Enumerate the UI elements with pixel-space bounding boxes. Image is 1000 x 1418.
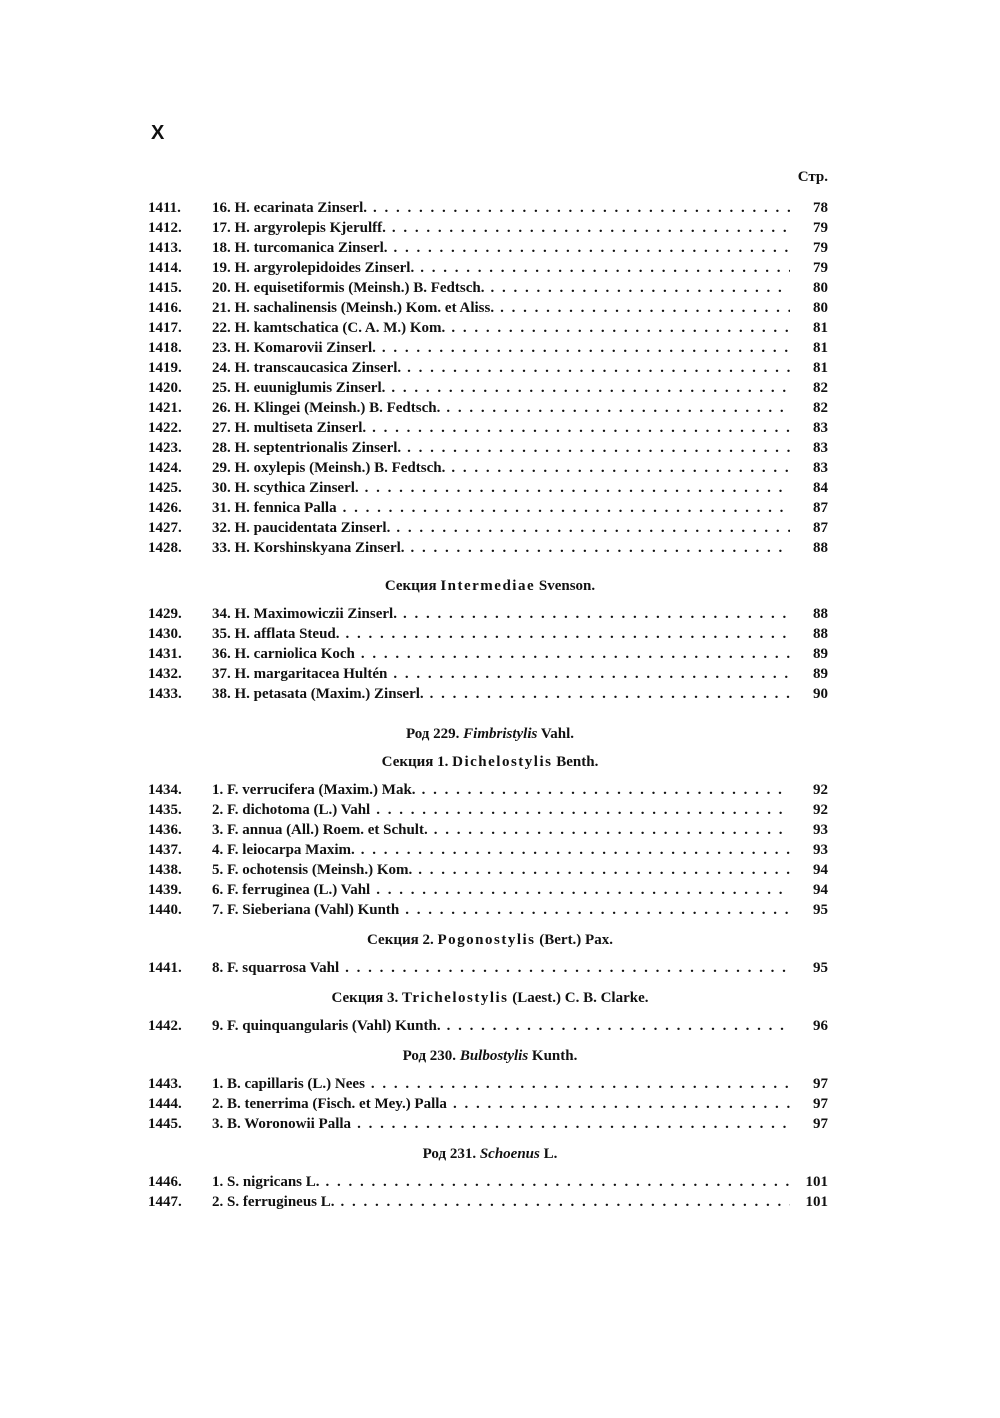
page-ref: 81: [813, 340, 828, 356]
toc-group: [140, 988, 840, 1036]
page-ref: 89: [813, 666, 828, 682]
species-entry: 2. S. ferrugineus L. . . .: [212, 1192, 790, 1212]
species-entry: 22. H. kamtschatica (C. A. M.) Kom. . . .: [212, 318, 790, 338]
toc-group: [140, 1144, 840, 1212]
genus-heading: [140, 724, 840, 744]
species-entry: 25. H. euuniglumis Zinserl. . . .: [212, 378, 790, 398]
page-ref: 89: [813, 646, 828, 662]
toc-row: [140, 298, 840, 318]
page-ref: 83: [813, 460, 828, 476]
page-ref: 88: [813, 606, 828, 622]
toc-row: [140, 278, 840, 298]
toc-row: [140, 900, 840, 920]
species-entry: 33. H. Korshinskyana Zinserl. . . .: [212, 538, 790, 558]
genus-author: L.: [543, 1146, 558, 1162]
genus-prefix: Род 230.: [402, 1048, 457, 1064]
entry-number: 1436.: [148, 822, 182, 838]
species-entry: 5. F. ochotensis (Meinsh.) Kom. . . .: [212, 860, 790, 880]
section-prefix: Секция 3.: [331, 990, 399, 1006]
page-ref: 87: [813, 500, 828, 516]
species-entry: 18. H. turcomanica Zinserl. . . .: [212, 238, 790, 258]
toc-row: [140, 238, 840, 258]
entry-number: 1421.: [148, 400, 182, 416]
section-prefix: Секция: [384, 578, 437, 594]
entry-number: 1426.: [148, 500, 182, 516]
page-ref: 81: [813, 320, 828, 336]
species-entry: 7. F. Sieberiana (Vahl) Kunth . . .: [212, 900, 790, 920]
section-name: Dichelostylis: [452, 754, 553, 770]
page-ref: 95: [813, 960, 828, 976]
toc-row: [140, 478, 840, 498]
species-entry: 3. F. annua (All.) Roem. et Schult. . . .: [212, 820, 790, 840]
species-entry: 26. H. Klingei (Meinsh.) B. Fedtsch. . . .: [212, 398, 790, 418]
section-heading: [140, 752, 840, 772]
genus-prefix: Род 231.: [422, 1146, 477, 1162]
species-entry: 17. H. argyrolepis Kjerulff. . . .: [212, 218, 790, 238]
entry-number: 1444.: [148, 1096, 182, 1112]
species-entry: 35. H. afflata Steud. . . .: [212, 624, 790, 644]
page-ref: 83: [813, 420, 828, 436]
genus-heading: [140, 1046, 840, 1066]
entry-number: 1414.: [148, 260, 182, 276]
toc-row: [140, 880, 840, 900]
page-ref: 78: [813, 200, 828, 216]
toc-row: [140, 1094, 840, 1114]
section-heading: [140, 930, 840, 950]
entry-number: 1430.: [148, 626, 182, 642]
entry-number: 1419.: [148, 360, 182, 376]
species-entry: 34. H. Maximowiczii Zinserl. . . .: [212, 604, 790, 624]
toc-row: [140, 644, 840, 664]
toc-row: [140, 820, 840, 840]
entry-number: 1435.: [148, 802, 182, 818]
toc-row: [140, 398, 840, 418]
entry-number: 1425.: [148, 480, 182, 496]
toc-row: [140, 684, 840, 704]
entry-number: 1443.: [148, 1076, 182, 1092]
species-entry: 38. H. petasata (Maxim.) Zinserl. . . .: [212, 684, 790, 704]
section-author: (Laest.) C. B. Clarke.: [512, 990, 649, 1006]
toc-row: [140, 664, 840, 684]
toc-row: [140, 958, 840, 978]
species-entry: 4. F. leiocarpa Maxim. . . .: [212, 840, 790, 860]
table-of-contents: [140, 166, 840, 1212]
toc-row: [140, 458, 840, 478]
entry-number: 1434.: [148, 782, 182, 798]
section-name: Trichelostylis: [401, 990, 509, 1006]
section-prefix: Секция 2.: [367, 932, 434, 948]
species-entry: 30. H. scythica Zinserl. . . .: [212, 478, 790, 498]
entry-number: 1431.: [148, 646, 182, 662]
genus-name: Fimbristylis: [463, 726, 538, 742]
entry-number: 1447.: [148, 1194, 182, 1210]
page-ref: 93: [813, 822, 828, 838]
page-ref: 82: [813, 380, 828, 396]
species-entry: 1. F. verrucifera (Maxim.) Mak. . . .: [212, 780, 790, 800]
section-author: (Bert.) Pax.: [539, 932, 613, 948]
entry-number: 1417.: [148, 320, 182, 336]
genus-author: Vahl.: [540, 726, 575, 742]
page-ref: 97: [813, 1096, 828, 1112]
toc-row: [140, 1074, 840, 1094]
species-entry: 8. F. squarrosa Vahl . . .: [212, 958, 790, 978]
section-author: Benth.: [556, 754, 599, 770]
toc-row: [140, 518, 840, 538]
toc-row: [140, 1114, 840, 1134]
toc-row: [140, 538, 840, 558]
section-name: Intermediae: [440, 578, 536, 594]
toc-row: [140, 438, 840, 458]
section-heading: [140, 576, 840, 596]
toc-row: [140, 258, 840, 278]
toc-row: [140, 498, 840, 518]
species-entry: 24. H. transcaucasica Zinserl. . . .: [212, 358, 790, 378]
page-ref: 81: [813, 360, 828, 376]
species-entry: 1. B. capillaris (L.) Nees . . .: [212, 1074, 790, 1094]
toc-row: [140, 1172, 840, 1192]
toc-group: [140, 198, 840, 558]
species-entry: 23. H. Komarovii Zinserl. . . .: [212, 338, 790, 358]
genus-name: Schoenus: [479, 1146, 540, 1162]
section-heading: [140, 988, 840, 1008]
species-entry: 3. B. Woronowii Palla . . .: [212, 1114, 790, 1134]
toc-row: [140, 780, 840, 800]
section-prefix: Секция 1.: [381, 754, 449, 770]
entry-number: 1441.: [148, 960, 182, 976]
species-entry: 1. S. nigricans L. . . .: [212, 1172, 790, 1192]
page-ref: 93: [813, 842, 828, 858]
species-entry: 27. H. multiseta Zinserl. . . .: [212, 418, 790, 438]
entry-number: 1420.: [148, 380, 182, 396]
toc-row: [140, 338, 840, 358]
section-author: Svenson.: [538, 578, 596, 594]
toc-row: [140, 1016, 840, 1036]
toc-row: [140, 1192, 840, 1212]
entry-number: 1418.: [148, 340, 182, 356]
page-ref: 96: [813, 1018, 828, 1034]
page-ref: 87: [813, 520, 828, 536]
page-column-header: Стр.: [797, 169, 828, 185]
page-ref: 79: [813, 240, 828, 256]
genus-heading: [140, 1144, 840, 1164]
species-entry: 19. H. argyrolepidoides Zinserl. . . .: [212, 258, 790, 278]
toc-row: [140, 624, 840, 644]
entry-number: 1413.: [148, 240, 182, 256]
toc-body: [140, 198, 840, 1212]
page-ref: 82: [813, 400, 828, 416]
page-ref: 92: [813, 782, 828, 798]
page-ref: 94: [813, 862, 828, 878]
page-ref: 83: [813, 440, 828, 456]
genus-author: Kunth.: [531, 1048, 578, 1064]
toc-row: [140, 198, 840, 218]
species-entry: 31. H. fennica Palla . . .: [212, 498, 790, 518]
entry-number: 1433.: [148, 686, 182, 702]
page-ref: 79: [813, 220, 828, 236]
entry-number: 1423.: [148, 440, 182, 456]
entry-number: 1432.: [148, 666, 182, 682]
page-ref: 84: [813, 480, 828, 496]
entry-number: 1422.: [148, 420, 182, 436]
species-entry: 21. H. sachalinensis (Meinsh.) Kom. et Aliss. . . .: [212, 298, 790, 318]
page-ref: 80: [813, 300, 828, 316]
entry-number: 1429.: [148, 606, 182, 622]
page-ref: 101: [805, 1174, 828, 1190]
page-ref: 94: [813, 882, 828, 898]
toc-row: [140, 840, 840, 860]
genus-name: Bulbostylis: [459, 1048, 529, 1064]
page-ref: 88: [813, 626, 828, 642]
species-entry: 16. H. ecarinata Zinserl. . . .: [212, 198, 790, 218]
species-entry: 28. H. septentrionalis Zinserl. . . .: [212, 438, 790, 458]
page-ref: 80: [813, 280, 828, 296]
page-ref: 92: [813, 802, 828, 818]
species-entry: 20. H. equisetiformis (Meinsh.) B. Fedtsch. . . .: [212, 278, 790, 298]
species-entry: 9. F. quinquangularis (Vahl) Kunth. . . .: [212, 1016, 790, 1036]
toc-row: [140, 358, 840, 378]
entry-number: 1411.: [148, 200, 181, 216]
entry-number: 1439.: [148, 882, 182, 898]
toc-group: [140, 576, 840, 704]
toc-row: [140, 860, 840, 880]
entry-number: 1428.: [148, 540, 182, 556]
toc-row: [140, 378, 840, 398]
page-ref: 95: [813, 902, 828, 918]
page-ref: 88: [813, 540, 828, 556]
page-ref: 101: [805, 1194, 828, 1210]
page-ref: 90: [813, 686, 828, 702]
toc-group: [140, 1046, 840, 1134]
species-entry: 2. B. tenerrima (Fisch. et Mey.) Palla . . .: [212, 1094, 790, 1114]
species-entry: 29. H. oxylepis (Meinsh.) B. Fedtsch. . . .: [212, 458, 790, 478]
entry-number: 1440.: [148, 902, 182, 918]
species-entry: 36. H. carniolica Koch . . .: [212, 644, 790, 664]
section-name: Pogonostylis: [437, 932, 536, 948]
entry-number: 1424.: [148, 460, 182, 476]
genus-prefix: Род 229.: [405, 726, 460, 742]
toc-row: [140, 604, 840, 624]
entry-number: 1446.: [148, 1174, 182, 1190]
species-entry: 6. F. ferruginea (L.) Vahl . . .: [212, 880, 790, 900]
entry-number: 1438.: [148, 862, 182, 878]
species-entry: 32. H. paucidentata Zinserl. . . .: [212, 518, 790, 538]
entry-number: 1445.: [148, 1116, 182, 1132]
page-ref: 79: [813, 260, 828, 276]
entry-number: 1442.: [148, 1018, 182, 1034]
page-number: X: [151, 122, 165, 144]
entry-number: 1427.: [148, 520, 182, 536]
page-ref: 97: [813, 1076, 828, 1092]
toc-row: [140, 418, 840, 438]
entry-number: 1415.: [148, 280, 182, 296]
toc-row: [140, 318, 840, 338]
toc-row: [140, 218, 840, 238]
species-entry: 2. F. dichotoma (L.) Vahl . . .: [212, 800, 790, 820]
entry-number: 1437.: [148, 842, 182, 858]
entry-number: 1412.: [148, 220, 182, 236]
toc-group: [140, 930, 840, 978]
page-ref: 97: [813, 1116, 828, 1132]
species-entry: 37. H. margaritacea Hultén . . .: [212, 664, 790, 684]
toc-row: [140, 800, 840, 820]
entry-number: 1416.: [148, 300, 182, 316]
toc-group: [140, 724, 840, 920]
